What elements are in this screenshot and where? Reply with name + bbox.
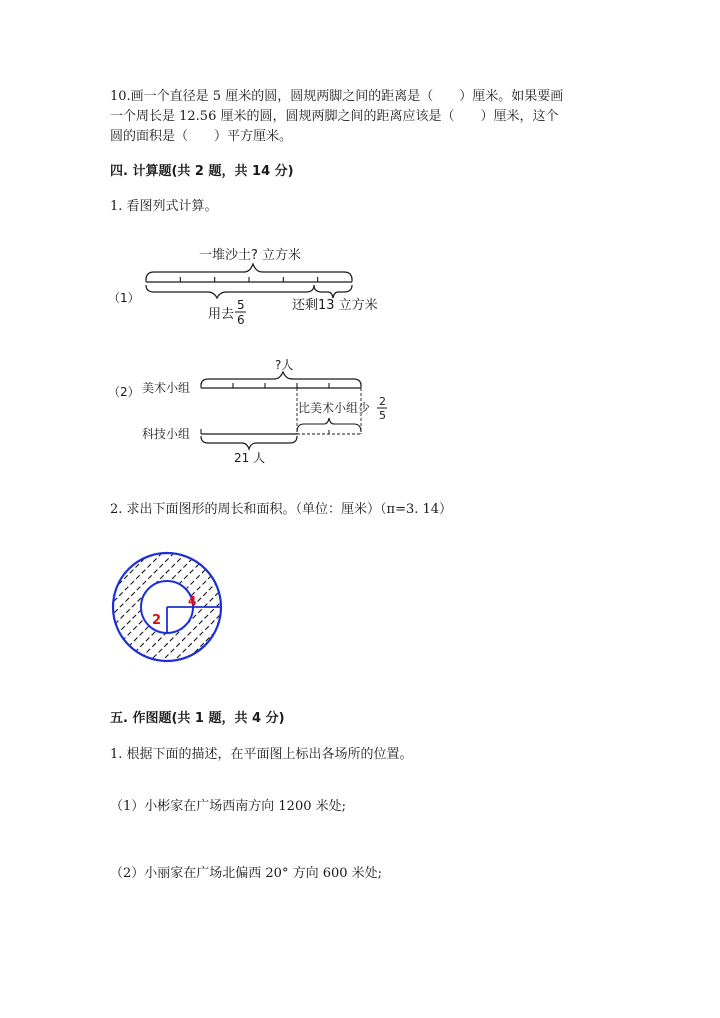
fig2-bottom-label: 21 人 — [234, 451, 266, 465]
inner-radius-label: 2 — [152, 613, 162, 628]
fig2-less-frac-den: 5 — [379, 409, 386, 422]
hatch-line — [232, 545, 240, 675]
q10-line-2: 一个周长是 12.56 厘米的圆，圆规两脚之间的距离应该是（ ）厘米，这个 — [110, 109, 559, 124]
fig1-used-label: 用去 — [208, 307, 235, 322]
group-compare-diagram — [108, 352, 408, 467]
fig2-less-brace — [297, 418, 361, 432]
s4-q2-title: 2. 求出下面图形的周长和面积。（单位：厘米）（π=3. 14） — [110, 502, 453, 517]
fig1-used-frac-den: 6 — [237, 313, 245, 327]
fig2-index: （2） — [108, 385, 140, 399]
fig1-used-brace — [146, 285, 314, 298]
fig1-used-frac-num: 5 — [237, 298, 245, 312]
s5-item-1: （1）小彬家在广场西南方向 1200 米处; — [110, 799, 346, 814]
s5-item-2: （2）小丽家在广场北偏西 20° 方向 600 米处; — [110, 866, 383, 881]
fig2-art-label: 美术小组 — [142, 381, 191, 395]
fig2-top-brace — [201, 372, 361, 386]
s4-q1-title: 1. 看图列式计算。 — [110, 199, 218, 214]
hatch-line — [172, 545, 240, 675]
q10-line-1: 10.画一个直径是 5 厘米的圆，圆规两脚之间的距离是（ ）厘米。如果要画 — [110, 89, 564, 104]
q10-line-3: 圆的面积是（ ）平方厘米。 — [110, 129, 293, 144]
s5-q1-title: 1. 根据下面的描述，在平面图上标出各场所的位置。 — [110, 747, 413, 762]
fig1-top-label: 一堆沙土? 立方米 — [199, 248, 302, 263]
ring-hatching — [100, 545, 240, 675]
hatch-line — [196, 545, 240, 675]
fig1-index: （1） — [108, 291, 140, 305]
fig1-remain-brace — [314, 285, 352, 298]
hatch-line — [100, 545, 122, 675]
annulus-figure — [100, 545, 240, 675]
fig2-tech-label: 科技小组 — [142, 427, 191, 441]
fig2-bottom-brace — [201, 436, 297, 449]
fig1-remain-label: 还剩13 立方米 — [292, 298, 378, 313]
section-5-title: 五. 作图题(共 1 题，共 4 分) — [110, 711, 285, 726]
hatch-line — [100, 545, 230, 675]
fig2-less-frac-num: 2 — [379, 395, 386, 408]
hatch-line — [220, 545, 240, 675]
hatch-line — [100, 545, 110, 675]
section-4-title: 四. 计算题(共 2 题，共 14 分) — [110, 164, 294, 179]
sand-pile-diagram — [108, 238, 408, 328]
hatch-line — [136, 545, 240, 675]
outer-radius-label: 4 — [188, 594, 197, 608]
fig2-less-label: 比美术小组少 — [298, 401, 371, 415]
fig2-top-label: ?人 — [275, 358, 294, 372]
